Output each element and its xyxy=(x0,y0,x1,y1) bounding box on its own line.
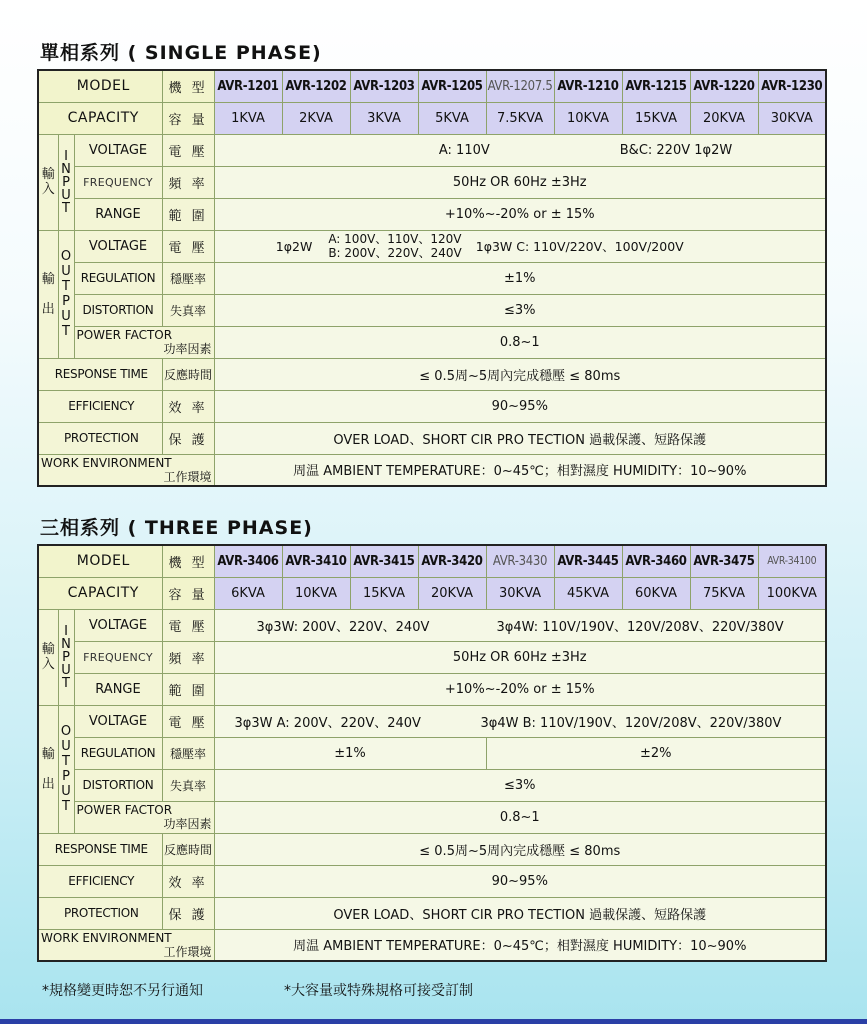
protection-row xyxy=(38,897,826,929)
work-environment-row xyxy=(38,454,826,486)
input-range-row xyxy=(38,673,826,705)
output-group-label-en: O U T P U T xyxy=(58,230,74,358)
capacity-cell: 5KVA xyxy=(418,102,486,134)
input-voltage-value xyxy=(214,134,826,166)
regulation-label-en: REGULATION xyxy=(74,737,162,769)
power-factor-row xyxy=(38,801,826,833)
frequency-label-zh: 頻 率 xyxy=(162,166,214,198)
footnote-custom-order: *大容量或特殊規格可接受訂制 xyxy=(284,983,473,999)
frequency-value: 50Hz OR 60Hz ±3Hz xyxy=(214,166,826,198)
model-cell: AVR-1201 xyxy=(214,70,282,102)
output-voltage-value xyxy=(214,705,826,737)
power-factor-label-zh: 功率因素 xyxy=(163,342,212,356)
response-time-row xyxy=(38,358,826,390)
input-voltage-bc: B&C: 220V 1φ2W xyxy=(619,142,733,158)
output-voltage-b: 3φ4W B: 110V/190V、120V/208V、220V/380V xyxy=(480,715,782,731)
response-time-label-zh: 反應時間 xyxy=(162,833,214,865)
bottom-bar xyxy=(0,1019,867,1024)
regulation-row xyxy=(38,262,826,294)
model-cell: AVR-3415 xyxy=(350,545,418,577)
work-environment-label-en: WORK ENVIRONMENT xyxy=(41,455,172,470)
input-voltage-label-en: VOLTAGE xyxy=(74,134,162,166)
work-environment-row xyxy=(38,929,826,961)
work-environment-label xyxy=(38,454,214,486)
frequency-label-zh: 頻 率 xyxy=(162,641,214,673)
capacity-cell: 3KVA xyxy=(350,102,418,134)
capacity-cell: 10KVA xyxy=(554,102,622,134)
efficiency-value: 90~95% xyxy=(214,390,826,422)
output-voltage-a: A: 100V、110V、120V xyxy=(328,232,462,246)
output-group-label-zh: 輸 出 xyxy=(38,705,58,833)
power-factor-label-en: POWER FACTOR xyxy=(76,328,173,342)
distortion-row xyxy=(38,294,826,326)
three-phase-spec-table xyxy=(37,544,827,962)
input-range-row xyxy=(38,198,826,230)
power-factor-value: 0.8~1 xyxy=(214,801,826,833)
distortion-label-zh: 失真率 xyxy=(162,294,214,326)
model-row xyxy=(38,545,826,577)
model-cell: AVR-3406 xyxy=(214,545,282,577)
output-voltage-label-en: VOLTAGE xyxy=(74,705,162,737)
output-voltage-label-zh: 電 壓 xyxy=(162,230,214,262)
capacity-label-zh: 容 量 xyxy=(162,577,214,609)
efficiency-row xyxy=(38,865,826,897)
capacity-cell: 30KVA xyxy=(486,577,554,609)
response-time-value: ≤ 0.5周~5周內完成穩壓 ≤ 80ms xyxy=(214,833,826,865)
protection-label-en: PROTECTION xyxy=(38,422,162,454)
capacity-label-en: CAPACITY xyxy=(38,577,162,609)
distortion-value: ≤3% xyxy=(214,769,826,801)
power-factor-label-zh: 功率因素 xyxy=(163,817,212,831)
model-row xyxy=(38,70,826,102)
distortion-value: ≤3% xyxy=(214,294,826,326)
model-cell: AVR-3475 xyxy=(690,545,758,577)
model-label-zh: 機 型 xyxy=(162,545,214,577)
input-voltage-value xyxy=(214,609,826,641)
output-voltage-1p2w: 1φ2W xyxy=(275,238,313,254)
capacity-cell: 75KVA xyxy=(690,577,758,609)
work-environment-label-en: WORK ENVIRONMENT xyxy=(41,930,172,945)
output-voltage-label-zh: 電 壓 xyxy=(162,705,214,737)
capacity-cell: 15KVA xyxy=(622,102,690,134)
model-cell: AVR-34100 xyxy=(758,545,826,577)
output-voltage-row xyxy=(38,230,826,262)
efficiency-label-en: EFFICIENCY xyxy=(38,390,162,422)
capacity-row xyxy=(38,577,826,609)
single-phase-title: 單相系列 ( SINGLE PHASE) xyxy=(40,42,322,64)
distortion-label-en: DISTORTION xyxy=(74,294,162,326)
model-label-en: MODEL xyxy=(38,545,162,577)
capacity-cell: 6KVA xyxy=(214,577,282,609)
response-time-label-en: RESPONSE TIME xyxy=(38,833,162,865)
work-environment-label-zh: 工作環境 xyxy=(163,944,212,959)
model-cell: AVR-1205 xyxy=(418,70,486,102)
input-voltage-row xyxy=(38,609,826,641)
input-voltage-3p4w: 3φ4W: 110V/190V、120V/208V、220V/380V xyxy=(496,619,784,635)
capacity-cell: 20KVA xyxy=(690,102,758,134)
distortion-label-zh: 失真率 xyxy=(162,769,214,801)
model-cell: AVR-1207.5 xyxy=(486,70,554,102)
model-cell: AVR-3445 xyxy=(554,545,622,577)
range-value: +10%~-20% or ± 15% xyxy=(214,673,826,705)
regulation-value-a: ±1% xyxy=(214,737,486,769)
model-cell: AVR-1210 xyxy=(554,70,622,102)
capacity-cell: 100KVA xyxy=(758,577,826,609)
efficiency-label-en: EFFICIENCY xyxy=(38,865,162,897)
efficiency-label-zh: 效 率 xyxy=(162,390,214,422)
input-voltage-3p3w: 3φ3W: 200V、220V、240V xyxy=(256,619,430,635)
frequency-value: 50Hz OR 60Hz ±3Hz xyxy=(214,641,826,673)
input-voltage-label-zh: 電 壓 xyxy=(162,134,214,166)
capacity-cell: 30KVA xyxy=(758,102,826,134)
distortion-label-en: DISTORTION xyxy=(74,769,162,801)
output-group-label-zh: 輸 出 xyxy=(38,230,58,358)
range-value: +10%~-20% or ± 15% xyxy=(214,198,826,230)
model-cell: AVR-1230 xyxy=(758,70,826,102)
range-label-zh: 範 圍 xyxy=(162,673,214,705)
output-voltage-b: B: 200V、220V、240V xyxy=(328,246,462,260)
input-frequency-row xyxy=(38,166,826,198)
model-label-en: MODEL xyxy=(38,70,162,102)
output-voltage-value xyxy=(214,230,826,262)
input-frequency-row xyxy=(38,641,826,673)
power-factor-value: 0.8~1 xyxy=(214,326,826,358)
efficiency-label-zh: 效 率 xyxy=(162,865,214,897)
range-label-en: RANGE xyxy=(74,198,162,230)
response-time-label-en: RESPONSE TIME xyxy=(38,358,162,390)
three-phase-title: 三相系列 ( THREE PHASE) xyxy=(40,517,313,539)
distortion-row xyxy=(38,769,826,801)
output-voltage-1p3w: 1φ3W C: 110V/220V、100V/200V xyxy=(475,239,684,254)
model-cell: AVR-1220 xyxy=(690,70,758,102)
capacity-cell: 45KVA xyxy=(554,577,622,609)
frequency-label-en: FREQUENCY xyxy=(74,641,162,673)
work-environment-value: 周温 AMBIENT TEMPERATURE：0~45℃；相對濕度 HUMIDITY：10~90% xyxy=(214,454,826,486)
input-group-label-zh: 輸 入 xyxy=(38,609,58,705)
power-factor-label-en: POWER FACTOR xyxy=(76,803,173,817)
footnote-spec-change: *規格變更時恕不另行通知 xyxy=(42,983,203,999)
regulation-value-b: ±2% xyxy=(486,737,826,769)
input-voltage-label-zh: 電 壓 xyxy=(162,609,214,641)
protection-row xyxy=(38,422,826,454)
protection-label-en: PROTECTION xyxy=(38,897,162,929)
power-factor-row xyxy=(38,326,826,358)
capacity-cell: 2KVA xyxy=(282,102,350,134)
model-cell: AVR-3420 xyxy=(418,545,486,577)
output-group-label-en: O U T P U T xyxy=(58,705,74,833)
input-group-label-zh: 輸 入 xyxy=(38,134,58,230)
capacity-label-zh: 容 量 xyxy=(162,102,214,134)
regulation-label-zh: 穩壓率 xyxy=(162,737,214,769)
regulation-value: ±1% xyxy=(214,262,826,294)
input-voltage-label-en: VOLTAGE xyxy=(74,609,162,641)
protection-label-zh: 保 護 xyxy=(162,422,214,454)
model-cell: AVR-3460 xyxy=(622,545,690,577)
single-phase-spec-table xyxy=(37,69,827,487)
range-label-zh: 範 圍 xyxy=(162,198,214,230)
efficiency-row xyxy=(38,390,826,422)
capacity-cell: 10KVA xyxy=(282,577,350,609)
capacity-label-en: CAPACITY xyxy=(38,102,162,134)
capacity-cell: 15KVA xyxy=(350,577,418,609)
output-voltage-label-en: VOLTAGE xyxy=(74,230,162,262)
regulation-label-zh: 穩壓率 xyxy=(162,262,214,294)
capacity-cell: 20KVA xyxy=(418,577,486,609)
model-cell: AVR-1215 xyxy=(622,70,690,102)
work-environment-value: 周温 AMBIENT TEMPERATURE：0~45℃；相對濕度 HUMIDITY：10~90% xyxy=(214,929,826,961)
regulation-label-en: REGULATION xyxy=(74,262,162,294)
response-time-value: ≤ 0.5周~5周內完成穩壓 ≤ 80ms xyxy=(214,358,826,390)
power-factor-label xyxy=(74,326,214,358)
model-cell: AVR-1203 xyxy=(350,70,418,102)
capacity-cell: 7.5KVA xyxy=(486,102,554,134)
input-voltage-row xyxy=(38,134,826,166)
model-cell: AVR-1202 xyxy=(282,70,350,102)
model-cell: AVR-3430 xyxy=(486,545,554,577)
output-voltage-a: 3φ3W A: 200V、220V、240V xyxy=(234,715,421,731)
input-group-label-en: I N P U T xyxy=(58,134,74,230)
efficiency-value: 90~95% xyxy=(214,865,826,897)
response-time-label-zh: 反應時間 xyxy=(162,358,214,390)
input-voltage-a: A: 110V xyxy=(438,142,490,158)
protection-value: OVER LOAD、SHORT CIR PRO TECTION 過載保護、短路保護 xyxy=(214,422,826,454)
power-factor-label xyxy=(74,801,214,833)
response-time-row xyxy=(38,833,826,865)
work-environment-label-zh: 工作環境 xyxy=(163,469,212,484)
frequency-label-en: FREQUENCY xyxy=(74,166,162,198)
protection-value: OVER LOAD、SHORT CIR PRO TECTION 過載保護、短路保護 xyxy=(214,897,826,929)
input-group-label-en: I N P U T xyxy=(58,609,74,705)
model-label-zh: 機 型 xyxy=(162,70,214,102)
work-environment-label xyxy=(38,929,214,961)
model-cell: AVR-3410 xyxy=(282,545,350,577)
regulation-row xyxy=(38,737,826,769)
protection-label-zh: 保 護 xyxy=(162,897,214,929)
capacity-cell: 60KVA xyxy=(622,577,690,609)
capacity-row xyxy=(38,102,826,134)
capacity-cell: 1KVA xyxy=(214,102,282,134)
output-voltage-row xyxy=(38,705,826,737)
range-label-en: RANGE xyxy=(74,673,162,705)
